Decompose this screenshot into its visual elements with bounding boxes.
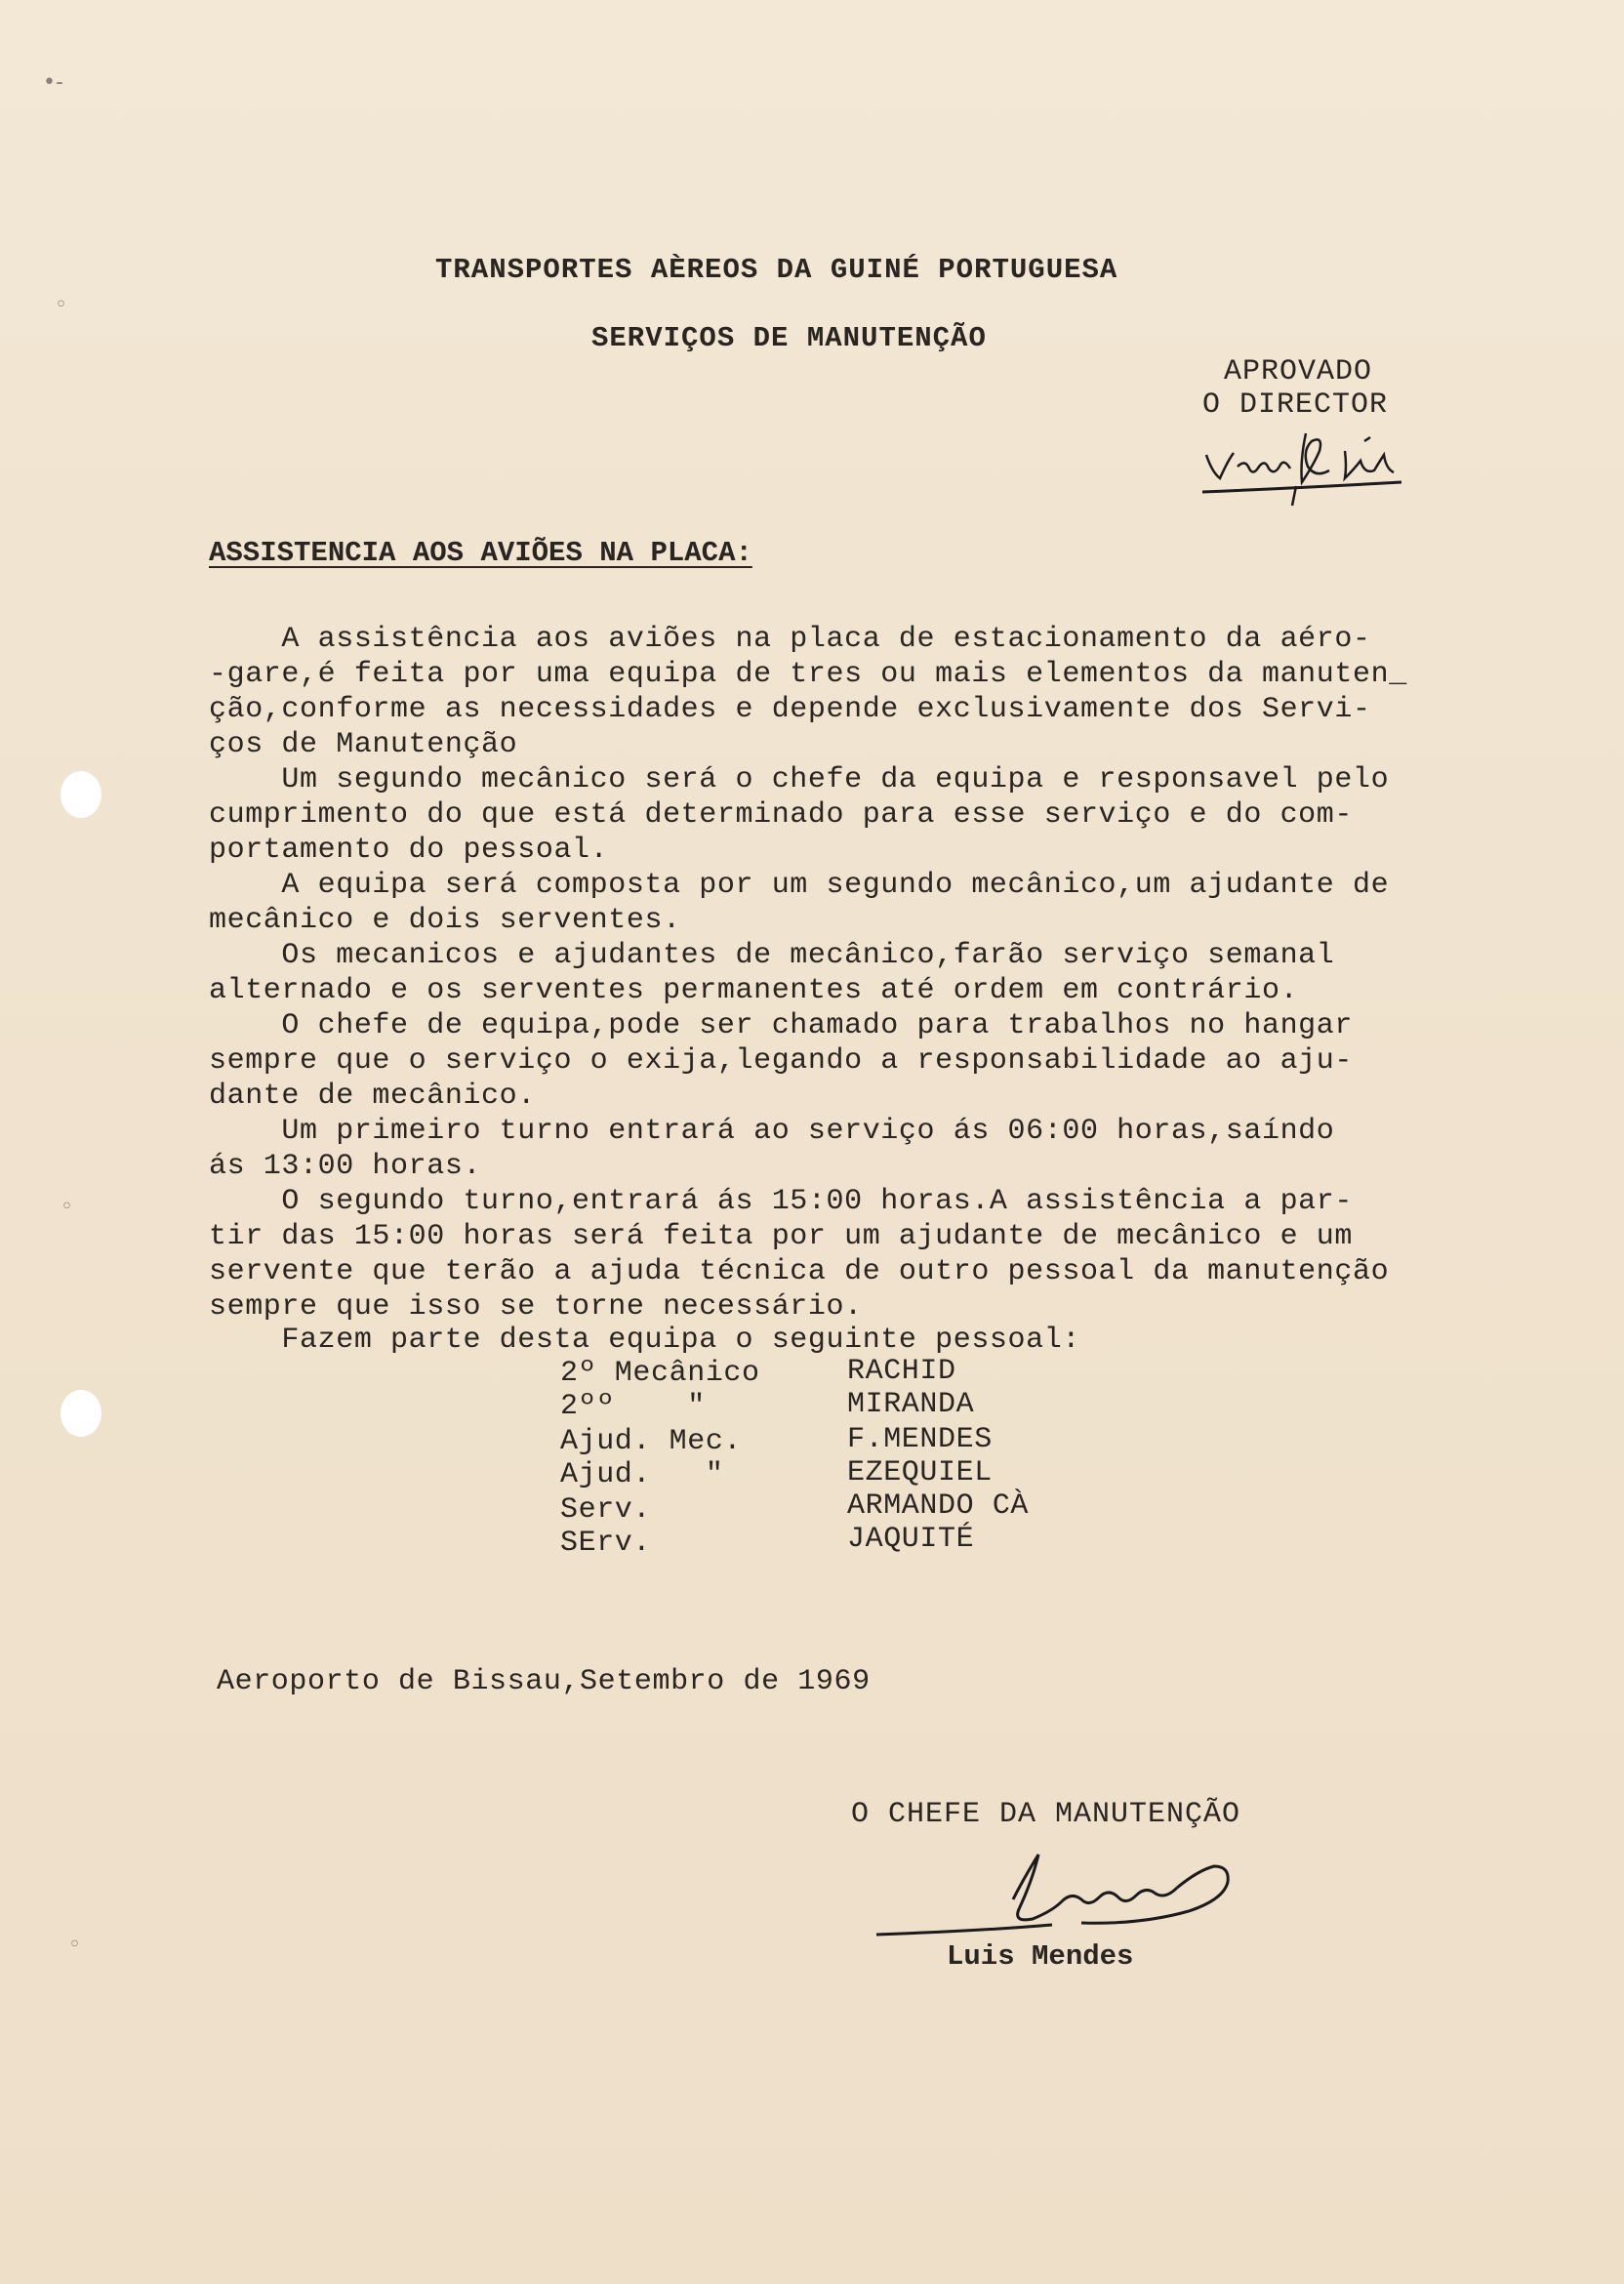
staff-role: Serv. — [560, 1493, 652, 1527]
body-line: A assistência aos aviões na placa de estacionamento da aéro- — [209, 623, 1371, 656]
place-date: Aeroporto de Bissau,Setembro de 1969 — [217, 1665, 871, 1698]
punch-hole-top — [61, 771, 102, 818]
body-line: A equipa será composta por um segundo mecânico,um ajudante de — [209, 869, 1390, 902]
body-line: ção,conforme as necessidades e depende exclusivamente dos Servi- — [209, 693, 1371, 726]
staff-role: Ajud. Mec. — [560, 1425, 743, 1458]
closing-title: O CHEFE DA MANUTENÇÃO — [851, 1798, 1241, 1831]
body-line: alternado e os serventes permanentes até ordem em contrário. — [209, 974, 1299, 1007]
chief-name: Luis Mendes — [947, 1940, 1134, 1973]
section-title: ASSISTENCIA AOS AVIÕES NA PLACA: — [209, 537, 752, 569]
body-line: Os mecanicos e ajudantes de mecânico,farão serviço semanal — [209, 939, 1335, 972]
edge-mark: ◦ — [68, 1933, 81, 1957]
staff-name: ARMANDO CÀ — [847, 1489, 1030, 1523]
body-line: Um primeiro turno entrará ao serviço ás 06:00 horas,saíndo — [209, 1115, 1335, 1148]
staff-role: 2ºº " — [560, 1390, 706, 1423]
body-line: tir das 15:00 horas será feita por um ajudante de mecânico e um — [209, 1220, 1353, 1253]
edge-mark: •- — [43, 70, 63, 95]
body-line: Um segundo mecânico será o chefe da equipa e responsavel pelo — [209, 763, 1390, 796]
approval-label: APROVADO — [1224, 355, 1373, 388]
body-line: cumprimento do que está determinado para esse serviço e do com- — [209, 798, 1353, 832]
staff-name: JAQUITÉ — [847, 1523, 975, 1556]
body-line: sempre que o serviço o exija,legando a responsabilidade ao aju- — [209, 1044, 1353, 1078]
body-line: servente que terão a ajuda técnica de outro pessoal da manutenção — [209, 1255, 1390, 1288]
punch-hole-bottom — [61, 1390, 102, 1437]
staff-role: Ajud. " — [560, 1458, 724, 1491]
body-line: ços de Manutenção — [209, 728, 518, 761]
body-line: dante de mecânico. — [209, 1080, 536, 1113]
body-line: sempre que isso se torne necessário. — [209, 1290, 863, 1324]
director-label: O DIRECTOR — [1202, 388, 1389, 422]
company-heading: TRANSPORTES AÈREOS DA GUINÉ PORTUGUESA — [435, 254, 1118, 286]
edge-mark: ◦ — [61, 1195, 73, 1219]
body-line: O segundo turno,entrará ás 15:00 horas.A assistência a par- — [209, 1185, 1353, 1218]
staff-role: SErv. — [560, 1527, 652, 1560]
chief-signature — [867, 1841, 1247, 1948]
body-line: O chefe de equipa,pode ser chamado para trabalhos no hangar — [209, 1009, 1353, 1042]
staff-name: RACHID — [847, 1355, 956, 1388]
staff-name: EZEQUIEL — [847, 1456, 993, 1489]
body-line: Fazem parte desta equipa o seguinte pessoal: — [209, 1324, 1080, 1357]
staff-role: 2º Mecânico — [560, 1357, 760, 1390]
staff-name: MIRANDA — [847, 1388, 975, 1421]
body-line: mecânico e dois serventes. — [209, 904, 681, 937]
department-heading: SERVIÇOS DE MANUTENÇÃO — [591, 322, 987, 354]
staff-name: F.MENDES — [847, 1423, 993, 1456]
body-line: portamento do pessoal. — [209, 834, 609, 867]
director-signature — [1198, 422, 1423, 510]
edge-mark: ◦ — [55, 293, 67, 317]
body-line: ás 13:00 horas. — [209, 1150, 482, 1183]
body-line: -gare,é feita por uma equipa de tres ou mais elementos da manuten_ — [209, 658, 1407, 691]
